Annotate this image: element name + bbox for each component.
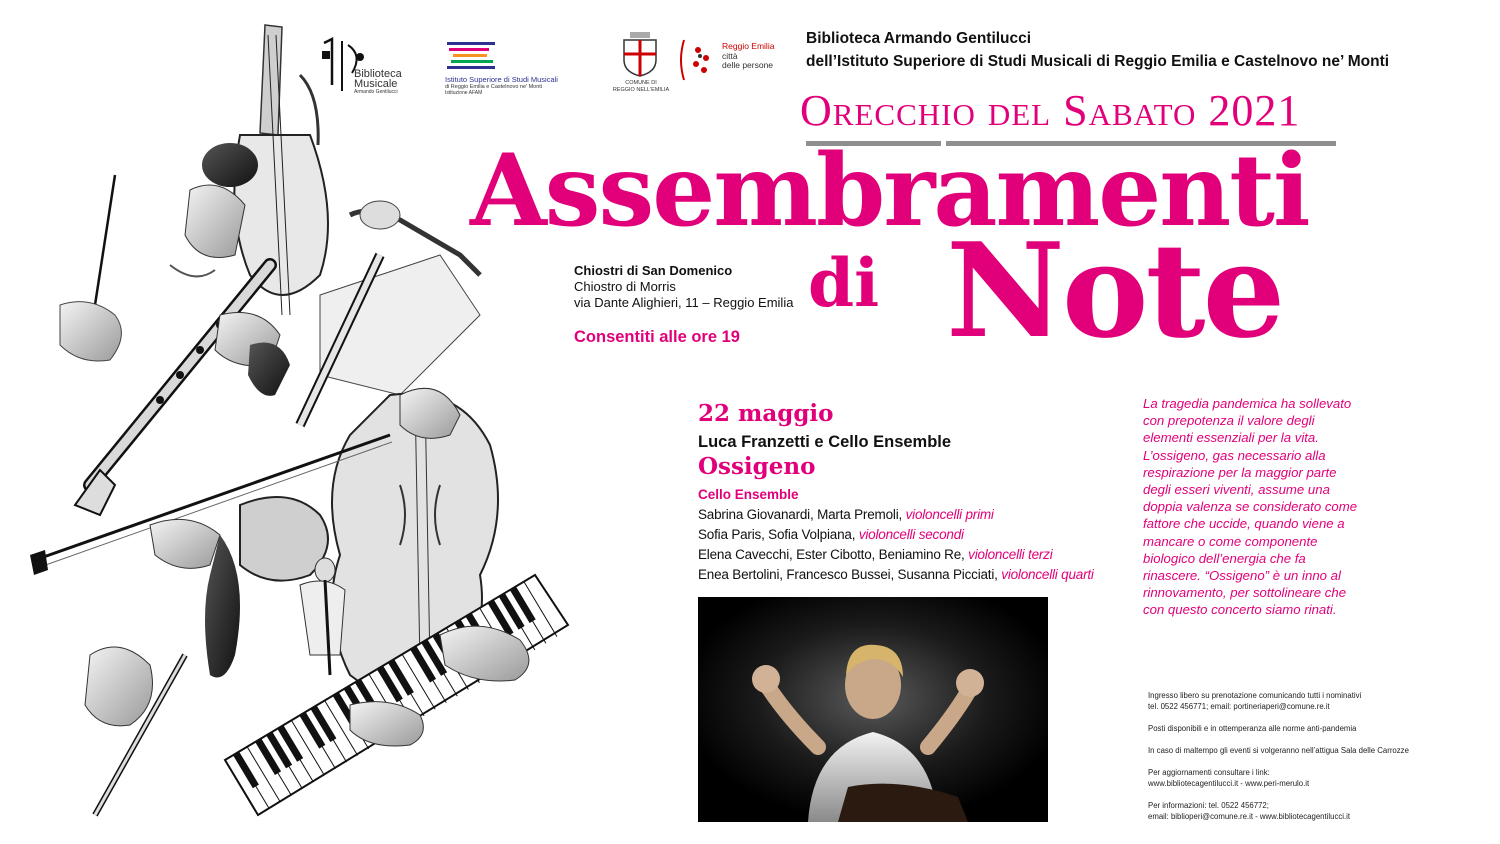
biblioteca-musicale-logo [318, 35, 428, 105]
member-names: Elena Cavecchi, Ester Cibotto, Beniamino Re, [698, 547, 969, 562]
istituto-logo-line3: Istituzione AFAM [445, 90, 483, 96]
member-role: violoncelli terzi [968, 547, 1053, 562]
citta-logo-line1: Reggio Emilia [722, 41, 775, 51]
ensemble-row-4 [698, 567, 1094, 582]
info-contacts-l1: Per informazioni: tel. 0522 456772; [1148, 801, 1269, 810]
comune-reggio-logo [606, 32, 676, 102]
main-title-note: Note [946, 214, 1283, 367]
event-title: Ossigeno [698, 453, 816, 480]
event-description: La tragedia pandemica ha sollevato con prepotenza il valore degli elementi essenziali per la vita. L’ossigeno, gas necessario alla respirazione per la maggior parte degli esseri viventi, assume una doppia valenza se considerato come fattore che uccide, quando viene a mancare o come componente biologico dell’energia che fa rinascere. “Ossigeno” è un inno al rinnovamento, per sottolineare che con questo concerto siamo rinati. [1143, 396, 1358, 618]
conductor-baton [60, 175, 121, 361]
practical-info [1148, 690, 1438, 833]
citta-persone-logo [680, 36, 780, 96]
citta-emblem-icon [680, 36, 714, 84]
member-names: Enea Bertolini, Francesco Bussei, Susanna Picciati, [698, 567, 1002, 582]
comune-logo-line2: REGGIO NELL'EMILIA [612, 87, 670, 93]
info-contacts-l2: email: biblioperi@comune.re.it - www.bibliotecagentilucci.it [1148, 812, 1351, 821]
clarinetist-hands [215, 313, 290, 396]
member-role: violoncelli secondi [858, 527, 964, 542]
main-title-line1: Assembramenti [470, 133, 1309, 249]
comune-logo-line1: COMUNE DI [625, 80, 657, 86]
series-title: Orecchio del Sabato 2021 [800, 86, 1301, 135]
info-seats: Posti disponibili e in ottemperanza alle norme anti-pandemia [1148, 724, 1357, 733]
event-date: 22 maggio [698, 400, 834, 427]
institution-name: Biblioteca Armando Gentilucci [806, 30, 1032, 47]
istituto-emblem-icon [445, 38, 497, 74]
biblioteca-logo-line1: Biblioteca [354, 68, 402, 80]
venue-time: Consentiti alle ore 19 [574, 328, 740, 346]
citta-logo-line3: delle persone [722, 60, 774, 70]
info-booking [1148, 690, 1438, 712]
biblioteca-logo-line2: Musicale [354, 78, 398, 90]
event-performers: Luca Franzetti e Cello Ensemble [698, 433, 952, 451]
performer-photo [698, 597, 1048, 822]
info-booking-l2: tel. 0522 456771; email: portineriaperi@comune.re.it [1148, 702, 1330, 711]
istituto-logo [445, 38, 595, 98]
info-updates-l2: www.bibliotecagentilucci.it - www.peri-merulo.it [1148, 779, 1310, 788]
biblioteca-logo-line3: Armando Gentilucci [354, 89, 398, 95]
istituto-logo-line1: Istituto Superiore di Studi Musicali [445, 75, 558, 84]
flute [85, 647, 185, 815]
member-role: violoncelli quarti [1001, 567, 1094, 582]
ensemble-row-3 [698, 547, 1053, 562]
info-weather: In caso di maltempo gli eventi si volgeranno nell’attigua Sala delle Carrozze [1148, 746, 1409, 755]
info-updates [1148, 767, 1438, 789]
venue-name: Chiostri di San Domenico [574, 263, 733, 278]
member-names: Sabrina Giovanardi, Marta Premoli, [698, 507, 906, 522]
member-role: violoncelli primi [905, 507, 994, 522]
citta-logo-line2: città [722, 50, 738, 61]
info-updates-l1: Per aggiornamenti consultare i link: [1148, 768, 1270, 777]
venue-sub: Chiostro di Morris [574, 279, 676, 294]
venue-address: via Dante Alighieri, 11 – Reggio Emilia [574, 295, 794, 310]
institution-affiliation: dell’Istituto Superiore di Studi Musicali di Reggio Emilia e Castelnovo ne’ Monti [806, 53, 1390, 70]
info-contacts [1148, 800, 1438, 822]
member-names: Sofia Paris, Sofia Volpiana, [698, 527, 859, 542]
saxophone-figure [320, 201, 480, 395]
main-title-di: di [808, 244, 880, 322]
istituto-logo-line2: di Reggio Emilia e Castelnovo ne' Monti [445, 84, 543, 90]
ensemble-label: Cello Ensemble [698, 487, 799, 502]
ensemble-row-1 [698, 507, 994, 522]
clarinet [75, 265, 270, 515]
ensemble-row-2 [698, 527, 964, 542]
info-booking-l1: Ingresso libero su prenotazione comunicando tutti i nominativi [1148, 691, 1362, 700]
coat-of-arms-icon [620, 32, 660, 78]
